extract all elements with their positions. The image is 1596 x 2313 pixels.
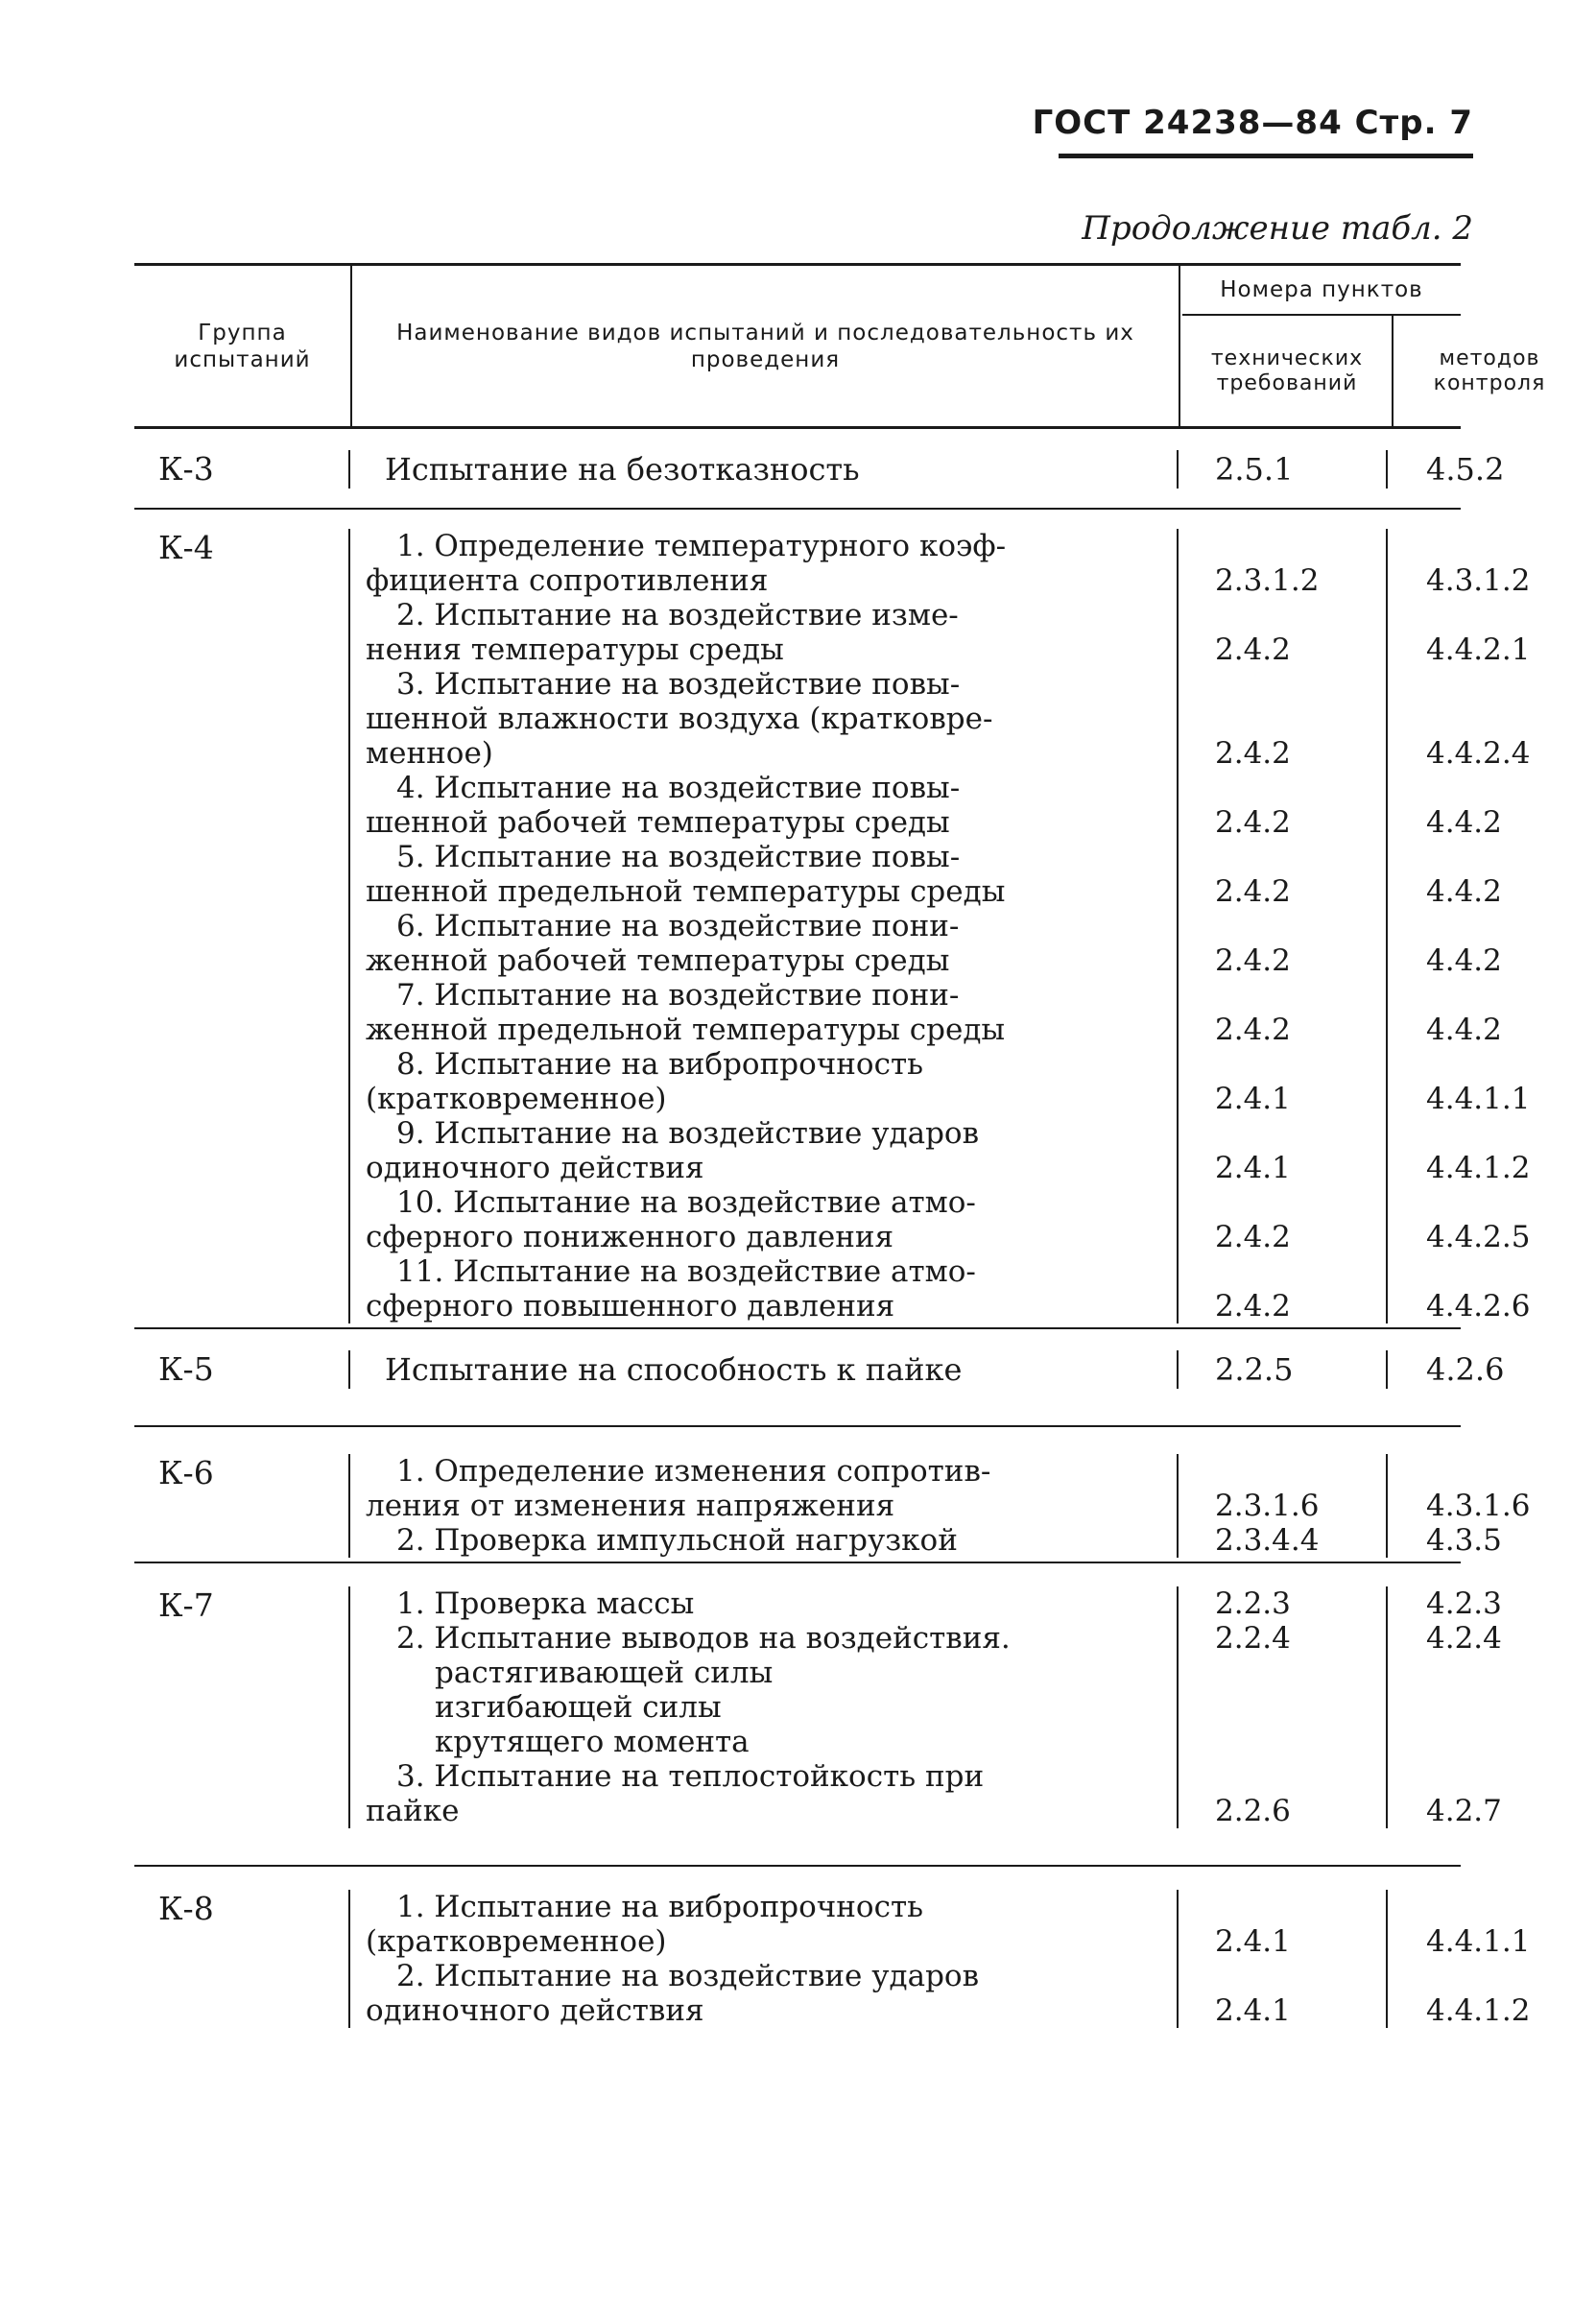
test-line: (кратковременное) <box>366 1924 667 1959</box>
method-number <box>1426 1725 1502 1759</box>
col-header-methods: методов контроля <box>1433 346 1546 395</box>
group-cell: К-7 <box>134 1586 350 1828</box>
tests-cell <box>350 529 1179 1323</box>
table-body <box>134 429 1531 2047</box>
test-line: одиночного действия <box>366 1993 704 2028</box>
page-header: ГОСТ 24238—84 Стр. 7 <box>1032 104 1473 142</box>
test-line: Испытание на способность к пайке <box>385 1351 963 1388</box>
tech-req-number: 2.3.4.4 <box>1215 1523 1320 1558</box>
method-cell <box>1388 450 1504 489</box>
test-line: 5. Испытание на воздействие повы- <box>396 840 961 874</box>
tech-req-number <box>1215 1454 1386 1489</box>
table-row <box>134 429 1505 510</box>
method-number <box>1426 840 1530 874</box>
method-number <box>1426 529 1530 563</box>
method-number: 4.5.2 <box>1426 451 1505 488</box>
group-cell: К-8 <box>134 1890 350 2028</box>
test-line: 7. Испытание на воздействие пони- <box>396 978 960 1013</box>
group-cell: К-6 <box>134 1454 350 1558</box>
method-number: 4.2.7 <box>1426 1794 1502 1828</box>
test-line: женной предельной температуры среды <box>366 1013 1006 1047</box>
tests-cell <box>350 1350 1179 1389</box>
method-cell <box>1388 1586 1502 1828</box>
tech-req-number <box>1215 1047 1386 1082</box>
tech-req-number: 2.4.2 <box>1215 1013 1291 1047</box>
header-rule <box>1059 154 1473 158</box>
method-number <box>1426 1690 1502 1725</box>
tech-req-number: 2.4.2 <box>1215 805 1291 840</box>
method-number: 4.4.2 <box>1426 805 1502 840</box>
tech-req-number: 2.4.1 <box>1215 1993 1291 2028</box>
method-number <box>1426 909 1530 943</box>
tech-req-number <box>1215 1656 1386 1690</box>
tech-req-number: 2.3.1.2 <box>1215 563 1320 598</box>
method-number: 4.2.6 <box>1426 1351 1505 1388</box>
tech-req-number <box>1215 1959 1386 1993</box>
group-cell: К-5 <box>134 1350 350 1389</box>
test-line: 9. Испытание на воздействие ударов <box>396 1116 980 1151</box>
test-line: женной рабочей температуры среды <box>366 943 950 978</box>
table-row <box>134 1427 1531 1563</box>
method-number <box>1426 1254 1530 1289</box>
tech-req-number <box>1215 667 1386 702</box>
test-line: фициента сопротивления <box>366 563 769 598</box>
method-number <box>1426 1759 1502 1794</box>
tech-req-number: 2.4.1 <box>1215 1082 1291 1116</box>
test-line: 1. Проверка массы <box>396 1586 695 1621</box>
method-number: 4.4.2.1 <box>1426 632 1531 667</box>
method-number <box>1426 978 1530 1013</box>
group-cell: К-3 <box>134 450 350 489</box>
tech-req-cell <box>1179 529 1388 1323</box>
tech-req-number <box>1215 1690 1386 1725</box>
method-number <box>1426 1656 1502 1690</box>
tech-req-number: 2.2.5 <box>1215 1351 1294 1388</box>
tests-cell <box>350 450 1179 489</box>
tech-req-cell <box>1179 1454 1388 1558</box>
tech-req-number: 2.4.2 <box>1215 632 1291 667</box>
method-number: 4.3.1.6 <box>1426 1489 1531 1523</box>
tech-req-number: 2.2.4 <box>1215 1621 1291 1656</box>
col-header-name: Наименование видов испытаний и последовательность их проведения <box>352 266 1180 426</box>
method-number: 4.4.2.6 <box>1426 1289 1531 1323</box>
tech-req-number: 2.4.1 <box>1215 1151 1291 1185</box>
test-line: 2. Испытание выводов на воздействия. <box>396 1621 1011 1656</box>
test-line: ления от изменения напряжения <box>366 1489 895 1523</box>
tech-req-number: 2.3.1.6 <box>1215 1489 1320 1523</box>
test-table <box>134 263 1546 2047</box>
method-number: 4.2.4 <box>1426 1621 1502 1656</box>
method-number <box>1426 1185 1530 1220</box>
method-number <box>1426 771 1530 805</box>
tech-req-number <box>1215 702 1386 736</box>
method-number: 4.4.2 <box>1426 874 1502 909</box>
method-cell <box>1388 1454 1530 1558</box>
test-line: 4. Испытание на воздействие повы- <box>396 771 961 805</box>
test-line: 2. Испытание на воздействие ударов <box>396 1959 980 1993</box>
method-cell <box>1388 1350 1504 1389</box>
tech-req-number <box>1215 1890 1386 1924</box>
test-line: 3. Испытание на воздействие повы- <box>396 667 961 702</box>
method-number: 4.4.2 <box>1426 1013 1502 1047</box>
table-row <box>134 1867 1531 2047</box>
test-line: (кратковременное) <box>366 1082 667 1116</box>
tests-cell <box>350 1454 1179 1558</box>
tech-req-number <box>1215 978 1386 1013</box>
tech-req-number: 2.4.2 <box>1215 943 1291 978</box>
method-number <box>1426 667 1530 702</box>
group-cell: К-4 <box>134 529 350 1323</box>
tech-req-number: 2.5.1 <box>1215 451 1294 488</box>
test-line: растягивающей силы <box>435 1656 774 1690</box>
tech-req-number: 2.4.2 <box>1215 736 1291 771</box>
col-header-group: Группа испытаний <box>134 266 352 426</box>
method-number <box>1426 1116 1530 1151</box>
tech-req-number: 2.4.2 <box>1215 1289 1291 1323</box>
tech-req-cell <box>1179 1350 1388 1389</box>
test-line: 1. Испытание на вибропрочность <box>396 1890 923 1924</box>
tech-req-number <box>1215 840 1386 874</box>
test-line: 8. Испытание на вибропрочность <box>396 1047 923 1082</box>
method-number <box>1426 1890 1530 1924</box>
method-number <box>1426 1047 1530 1082</box>
test-line: менное) <box>366 736 493 771</box>
test-line: шенной влажности воздуха (кратковре- <box>366 702 993 736</box>
method-number: 4.4.1.1 <box>1426 1082 1531 1116</box>
test-line: 10. Испытание на воздействие атмо- <box>396 1185 976 1220</box>
test-line: шенной предельной температуры среды <box>366 874 1006 909</box>
tech-req-number: 2.4.1 <box>1215 1924 1291 1959</box>
test-line: нения температуры среды <box>366 632 784 667</box>
method-number: 4.4.2.4 <box>1426 736 1531 771</box>
test-line: 1. Определение температурного коэф- <box>396 529 1007 563</box>
col-header-numbers: Номера пунктов <box>1182 266 1461 316</box>
method-number: 4.2.3 <box>1426 1586 1502 1621</box>
tech-req-number: 2.4.2 <box>1215 1220 1291 1254</box>
tech-req-number <box>1215 1725 1386 1759</box>
tech-req-number <box>1215 529 1386 563</box>
test-line: 3. Испытание на теплостойкость при <box>396 1759 985 1794</box>
test-line: 11. Испытание на воздействие атмо- <box>396 1254 976 1289</box>
table-caption: Продолжение табл. 2 <box>1082 209 1473 248</box>
test-line: Испытание на безотказность <box>385 451 860 488</box>
test-line: одиночного действия <box>366 1151 704 1185</box>
tech-req-number: 2.2.3 <box>1215 1586 1291 1621</box>
method-cell <box>1388 1890 1530 2028</box>
test-line: сферного повышенного давления <box>366 1289 895 1323</box>
tech-req-cell <box>1179 450 1388 489</box>
method-number: 4.4.2 <box>1426 943 1502 978</box>
table-row <box>134 1329 1505 1427</box>
method-number <box>1426 702 1530 736</box>
tests-cell <box>350 1586 1179 1828</box>
table-header <box>134 266 1546 429</box>
tech-req-number <box>1215 1116 1386 1151</box>
tech-req-number <box>1215 909 1386 943</box>
test-line: шенной рабочей температуры среды <box>366 805 950 840</box>
test-line: изгибающей силы <box>435 1690 722 1725</box>
test-line: сферного пониженного давления <box>366 1220 894 1254</box>
method-number <box>1426 598 1530 632</box>
test-line: 6. Испытание на воздействие пони- <box>396 909 960 943</box>
tech-req-number <box>1215 1759 1386 1794</box>
col-header-tech: технических требований <box>1182 316 1394 426</box>
tech-req-number <box>1215 598 1386 632</box>
tech-req-number <box>1215 771 1386 805</box>
method-number: 4.4.1.1 <box>1426 1924 1531 1959</box>
tech-req-number: 2.2.6 <box>1215 1794 1291 1828</box>
tests-cell <box>350 1890 1179 2028</box>
method-number: 4.4.1.2 <box>1426 1151 1531 1185</box>
tech-req-cell <box>1179 1890 1388 2028</box>
test-line: 2. Проверка импульсной нагрузкой <box>396 1523 958 1558</box>
method-cell <box>1388 529 1530 1323</box>
method-number: 4.3.5 <box>1426 1523 1502 1558</box>
tech-req-number <box>1215 1185 1386 1220</box>
test-line: пайке <box>366 1794 460 1828</box>
table-row <box>134 1563 1502 1867</box>
method-number <box>1426 1959 1530 1993</box>
method-number: 4.3.1.2 <box>1426 563 1531 598</box>
method-number <box>1426 1454 1530 1489</box>
test-line: 1. Определение изменения сопротив- <box>396 1454 991 1489</box>
tech-req-number <box>1215 1254 1386 1289</box>
tech-req-number: 2.4.2 <box>1215 874 1291 909</box>
method-number: 4.4.1.2 <box>1426 1993 1531 2028</box>
method-number: 4.4.2.5 <box>1426 1220 1531 1254</box>
tech-req-cell <box>1179 1586 1388 1828</box>
test-line: 2. Испытание на воздействие изме- <box>396 598 959 632</box>
table-row <box>134 510 1531 1329</box>
test-line: крутящего момента <box>435 1725 750 1759</box>
